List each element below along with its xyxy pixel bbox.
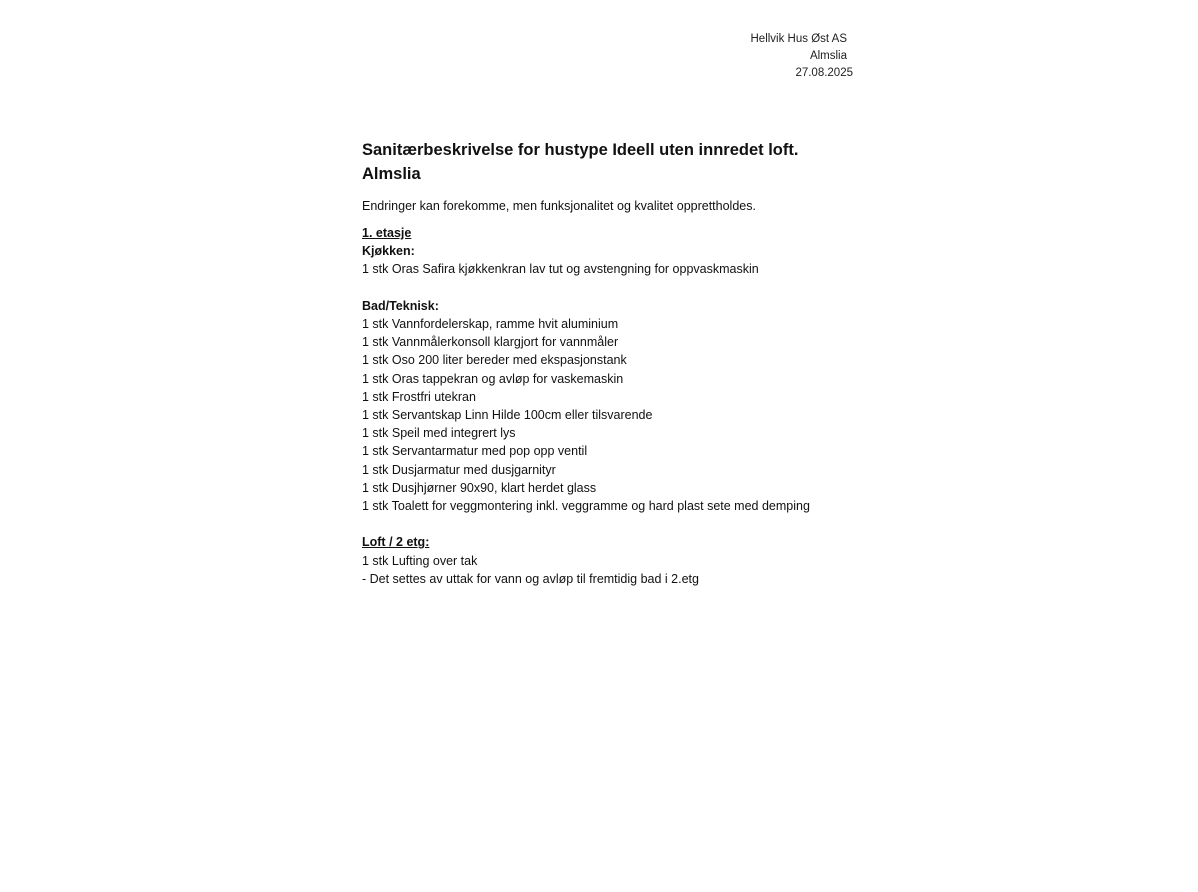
list-item: - Det settes av uttak for vann og avløp til fremtidig bad i 2.etg — [362, 571, 699, 586]
list-item: 1 stk Dusjhjørner 90x90, klart herdet glass — [362, 480, 597, 495]
intro-text: Endringer kan forekomme, men funksjonalitet og kvalitet opprettholdes. — [362, 199, 756, 213]
title-line-2: Almslia — [362, 165, 421, 183]
loft-items — [362, 552, 882, 588]
list-item: 1 stk Frostfri utekran — [362, 389, 476, 404]
kitchen-heading: Kjøkken: — [362, 244, 415, 259]
title-line-1: Sanitærbeskrivelse for hustype Ideell uten innredet loft. — [362, 141, 799, 159]
document-body — [362, 138, 882, 588]
document-date: 27.08.2025 — [795, 67, 853, 79]
bath-items — [362, 315, 882, 515]
kitchen-items — [362, 260, 882, 278]
spacer — [362, 515, 882, 533]
list-item: 1 stk Lufting over tak — [362, 553, 478, 568]
list-item: 1 stk Toalett for veggmontering inkl. veggramme og hard plast sete med demping — [362, 499, 810, 514]
company-name: Hellvik Hus Øst AS — [750, 33, 847, 45]
list-item: 1 stk Dusjarmatur med dusjgarnityr — [362, 462, 556, 477]
list-item: 1 stk Servantarmatur med pop opp ventil — [362, 444, 588, 459]
section-loft — [362, 533, 882, 588]
section-floor-1 — [362, 224, 882, 515]
list-item: 1 stk Oso 200 liter bereder med ekspasjonstank — [362, 353, 627, 368]
list-item: 1 stk Oras Safira kjøkkenkran lav tut og avstengning for oppvaskmaskin — [362, 262, 759, 277]
bath-heading: Bad/Teknisk: — [362, 298, 439, 313]
list-item: 1 stk Servantskap Linn Hilde 100cm eller tilsvarende — [362, 408, 653, 423]
document-title — [362, 138, 882, 186]
letterhead — [653, 31, 853, 82]
spacer — [362, 279, 882, 297]
loft-heading: Loft / 2 etg: — [362, 535, 430, 550]
list-item: 1 stk Vannfordelerskap, ramme hvit aluminium — [362, 317, 619, 331]
list-item: 1 stk Oras tappekran og avløp for vaskemaskin — [362, 371, 624, 386]
list-item: 1 stk Speil med integrert lys — [362, 426, 516, 441]
floor-1-heading: 1. etasje — [362, 226, 412, 240]
location-name: Almslia — [809, 50, 847, 62]
list-item: 1 stk Vannmålerkonsoll klargjort for vannmåler — [362, 335, 619, 350]
